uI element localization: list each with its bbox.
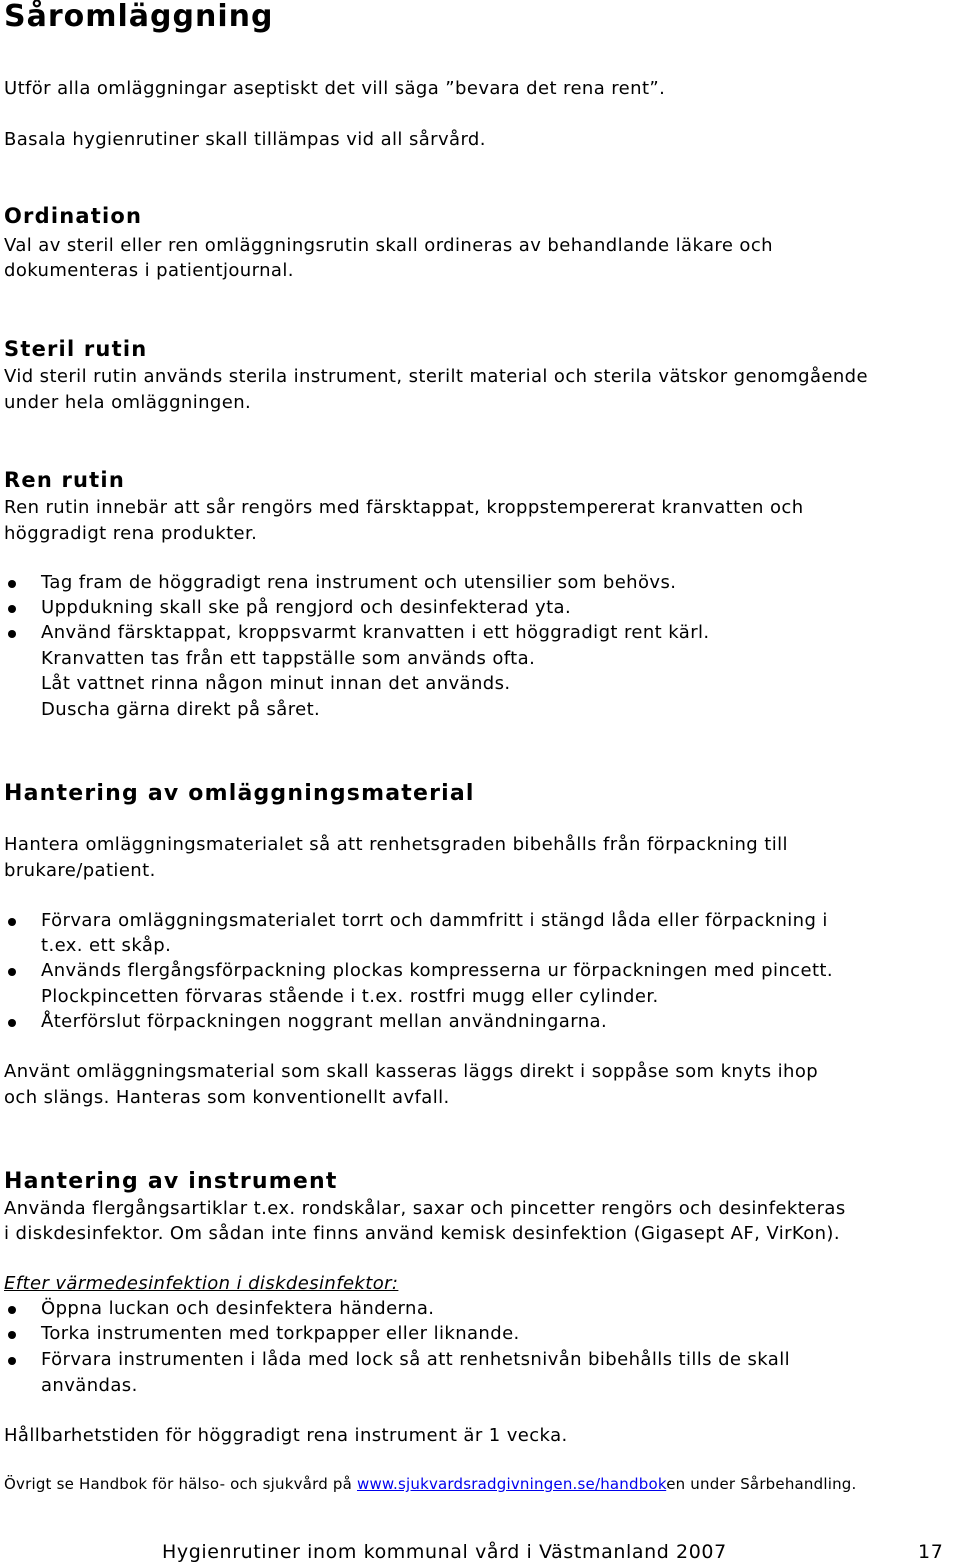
ren-bullet-2: Uppdukning skall ske på rengjord och desinfekterad yta. (41, 597, 572, 618)
material-p1-line-2: brukare/patient. (4, 860, 156, 881)
instrument-line-2: i diskdesinfektor. Om sådan inte finns använd kemisk desinfektion (Gigasept AF, VirKon). (4, 1223, 840, 1244)
steril-heading: Steril rutin (4, 337, 148, 361)
ren-line-1: Ren rutin innebär att sår rengörs med färsktappat, kroppstempererat kranvatten och (4, 497, 804, 518)
ren-bullet-3: Använd färsktappat, kroppsvarmt kranvatten i ett höggradigt rent kärl. (41, 622, 710, 643)
ordination-heading: Ordination (4, 204, 143, 228)
material-bullet-2-line-1: Används flergångsförpackning plockas kompresserna ur förpackningen med pincett. (41, 960, 833, 981)
material-p2-line-1: Använt omläggningsmaterial som skall kasseras läggs direkt i soppåse som knyts ihop (4, 1061, 819, 1082)
instrument-bullet-2: Torka instrumenten med torkpapper eller liknande. (41, 1323, 520, 1344)
handbook-note-prefix: Övrigt se Handbok för hälso- och sjukvård på (4, 1475, 357, 1493)
material-bullet-2-line-2: Plockpincetten förvaras stående i t.ex. rostfri mugg eller cylinder. (41, 986, 659, 1007)
instrument-bullet-3-line-1: Förvara instrumenten i låda med lock så att renhetsnivån bibehålls tills de skall (41, 1349, 791, 1370)
bullet-icon (8, 1357, 16, 1365)
intro-line-1: Utför alla omläggningar aseptiskt det vill säga ”bevara det rena rent”. (4, 78, 666, 99)
material-heading: Hantering av omläggningsmaterial (4, 781, 475, 806)
ordination-line-2: dokumenteras i patientjournal. (4, 260, 294, 281)
page-title: Såromläggning (4, 0, 274, 34)
material-p2-line-2: och slängs. Hanteras som konventionellt avfall. (4, 1087, 450, 1108)
durability-text: Hållbarhetstiden för höggradigt rena instrument är 1 vecka. (4, 1425, 568, 1446)
bullet-icon (8, 1331, 16, 1339)
intro-line-2: Basala hygienrutiner skall tillämpas vid all sårvård. (4, 129, 486, 150)
bullet-icon (8, 968, 16, 976)
instrument-heading: Hantering av instrument (4, 1169, 338, 1194)
instrument-bullet-1: Öppna luckan och desinfektera händerna. (41, 1298, 435, 1319)
instrument-bullet-3-line-2: användas. (41, 1375, 138, 1396)
instrument-line-1: Använda flergångsartiklar t.ex. rondskålar, saxar och pincetter rengörs och desinfekteras (4, 1198, 846, 1219)
ren-cont-2: Låt vattnet rinna någon minut innan det används. (41, 673, 511, 694)
handbook-note-suffix: en under Sårbehandling. (666, 1475, 857, 1493)
ren-heading: Ren rutin (4, 468, 125, 492)
bullet-icon (8, 605, 16, 613)
ren-bullet-1: Tag fram de höggradigt rena instrument och utensilier som behövs. (41, 572, 677, 593)
page-number: 17 (918, 1541, 944, 1563)
ren-cont-3: Duscha gärna direkt på såret. (41, 699, 321, 720)
steril-line-2: under hela omläggningen. (4, 392, 252, 413)
bullet-icon (8, 630, 16, 638)
material-bullet-1-line-1: Förvara omläggningsmaterialet torrt och dammfritt i stängd låda eller förpackning i (41, 910, 828, 931)
handbook-note (4, 1475, 857, 1493)
material-bullet-3: Återförslut förpackningen noggrant mellan användningarna. (41, 1011, 608, 1032)
handbook-link[interactable]: www.sjukvardsradgivningen.se/handbok (356, 1475, 667, 1493)
ren-cont-1: Kranvatten tas från ett tappställe som används ofta. (41, 648, 536, 669)
bullet-icon (8, 1019, 16, 1027)
material-p1-line-1: Hantera omläggningsmaterialet så att renhetsgraden bibehålls från förpackning till (4, 834, 788, 855)
steril-line-1: Vid steril rutin används sterila instrument, sterilt material och sterila vätskor genomgående (4, 366, 868, 387)
instrument-subheading: Efter värmedesinfektion i diskdesinfektor: (4, 1273, 399, 1294)
bullet-icon (8, 580, 16, 588)
footer-text: Hygienrutiner inom kommunal vård i Västmanland 2007 (162, 1541, 727, 1563)
ordination-line-1: Val av steril eller ren omläggningsrutin skall ordineras av behandlande läkare och (4, 235, 773, 256)
ren-line-2: höggradigt rena produkter. (4, 523, 258, 544)
material-bullet-1-line-2: t.ex. ett skåp. (41, 935, 172, 956)
bullet-icon (8, 1306, 16, 1314)
bullet-icon (8, 918, 16, 926)
